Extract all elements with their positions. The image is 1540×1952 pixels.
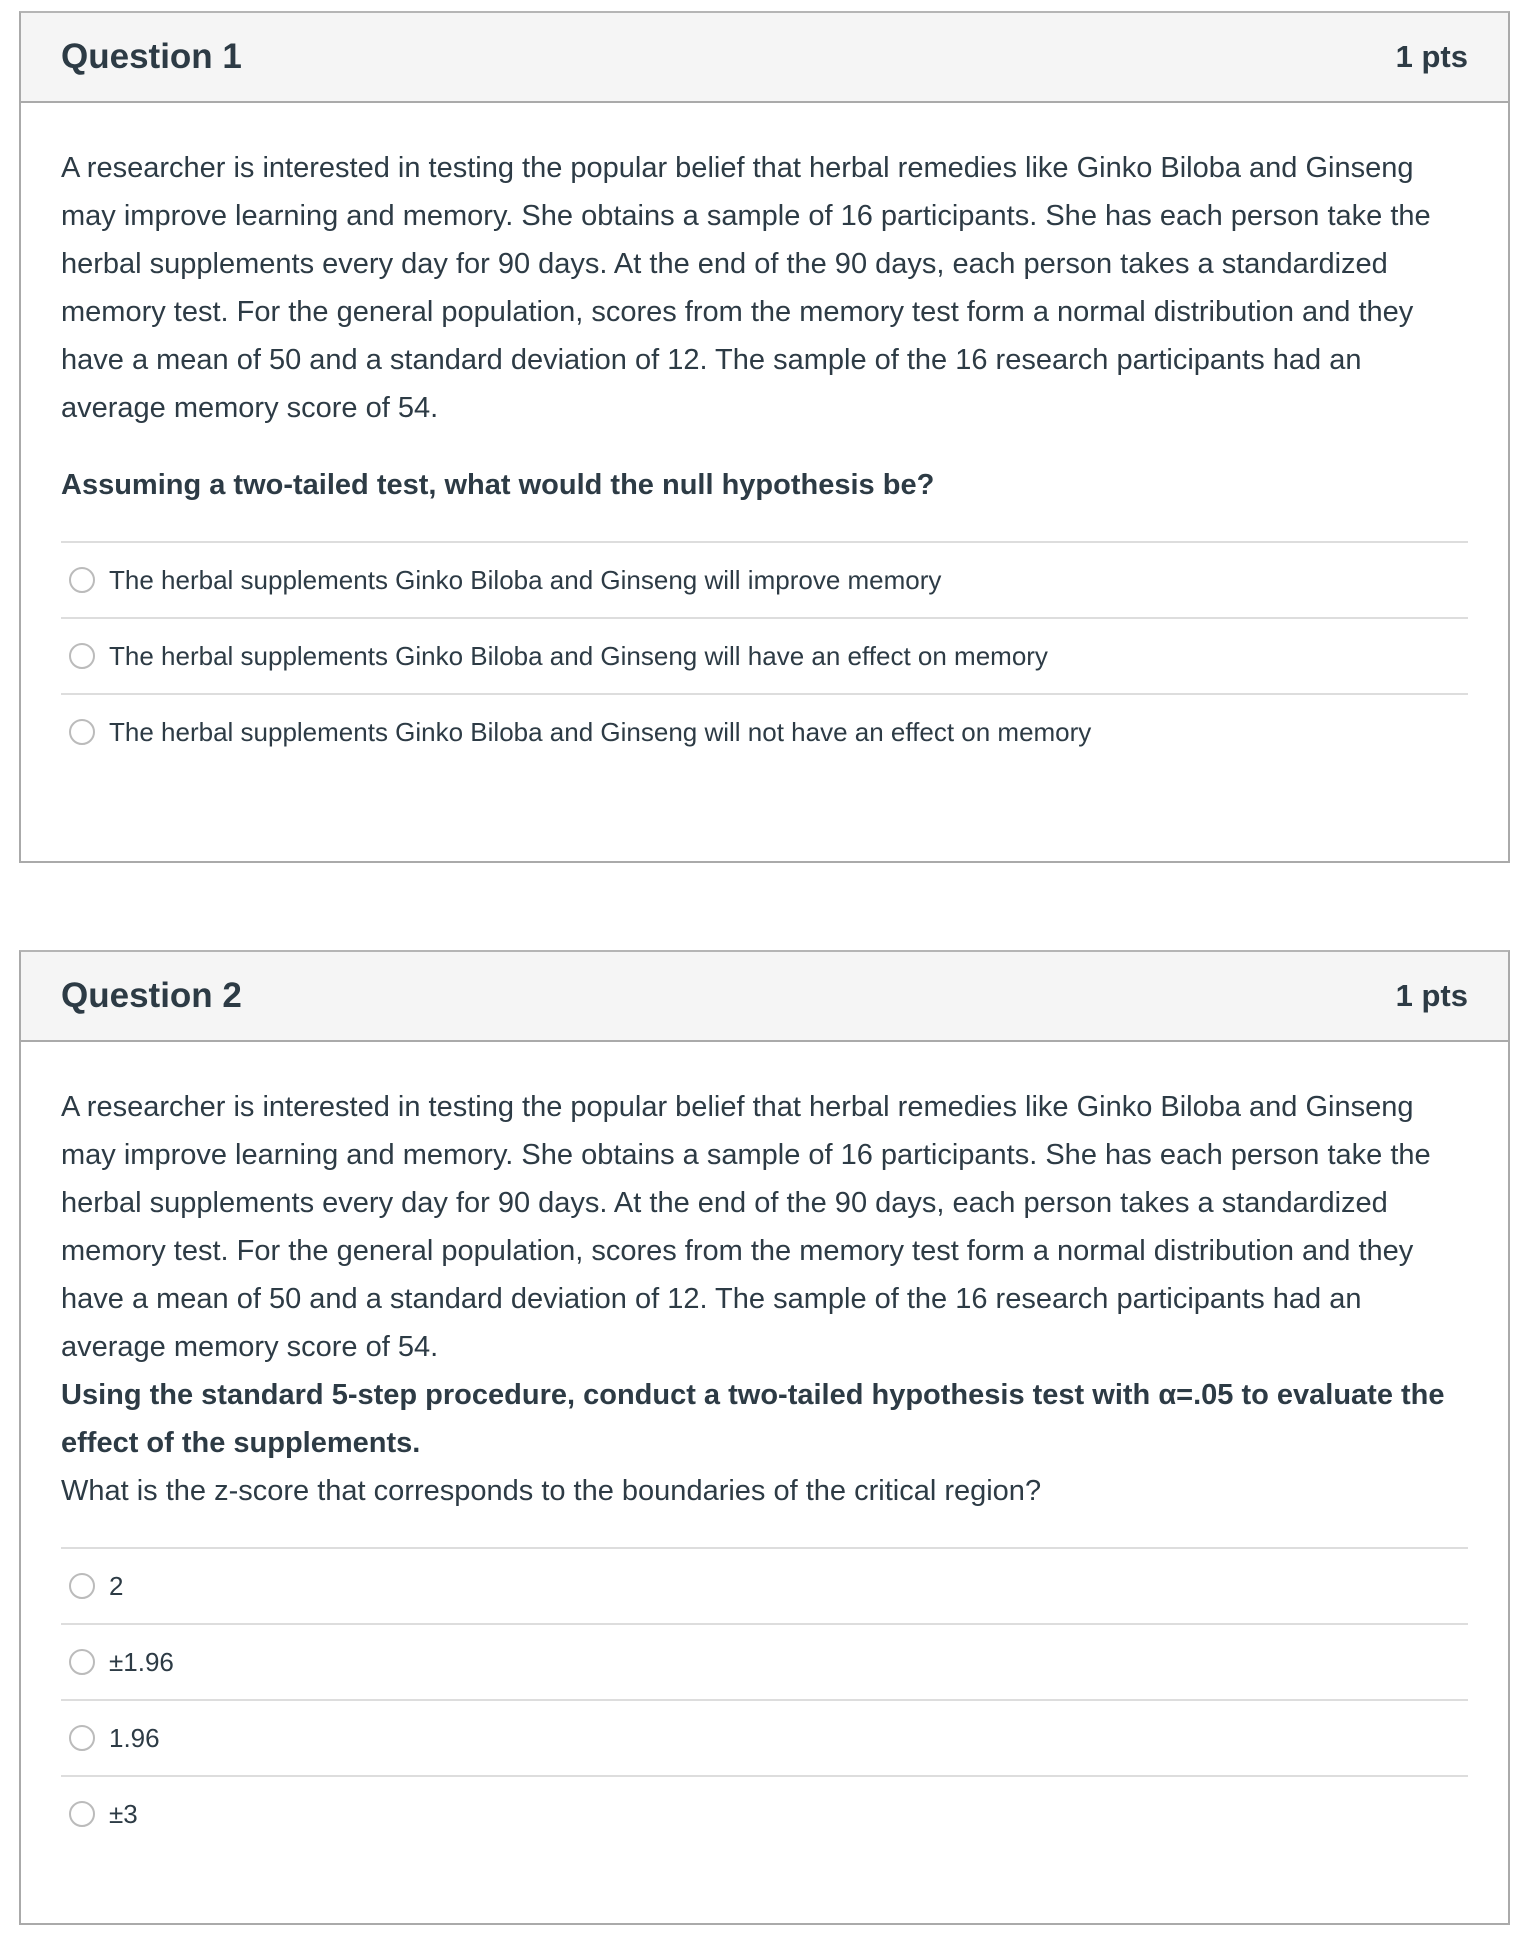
- question-title: Question 2: [61, 976, 242, 1015]
- question-header: [21, 13, 1508, 103]
- answer-option[interactable]: [61, 1777, 1468, 1851]
- answer-option[interactable]: [61, 695, 1468, 769]
- question-1: [19, 11, 1510, 863]
- answer-option[interactable]: [61, 1701, 1468, 1777]
- question-passage: A researcher is interested in testing the popular belief that herbal remedies like Ginko Biloba and Ginseng may improve learning and memory. She obtains a sample of 16 participants. She has each person take the herbal supplements every day for 90 days. At the end of the 90 days, each person takes a standardized memory test. For the general population, scores from the memory test form a normal distribution and they have a mean of 50 and a standard deviation of 12. The sample of the 16 research participants had an average memory score of 54.: [61, 152, 1431, 424]
- question-title: Question 1: [61, 37, 242, 76]
- question-header: [21, 952, 1508, 1042]
- answer-label: The herbal supplements Ginko Biloba and Ginseng will not have an effect on memory: [109, 716, 1092, 747]
- question-passage: A researcher is interested in testing the popular belief that herbal remedies like Ginko Biloba and Ginseng may improve learning and memory. She obtains a sample of 16 participants. She has each person take the herbal supplements every day for 90 days. At the end of the 90 days, each person takes a standardized memory test. For the general population, scores from the memory test form a normal distribution and they have a mean of 50 and a standard deviation of 12. The sample of the 16 research participants had an average memory score of 54.: [61, 1091, 1431, 1363]
- question-prompt: What is the z-score that corresponds to the boundaries of the critical region?: [61, 1475, 1042, 1507]
- question-points: 1 pts: [1395, 978, 1468, 1013]
- question-instruction: Using the standard 5-step procedure, conduct a two-tailed hypothesis test with α=.05 to evaluate the effect of the supplements.: [61, 1379, 1445, 1459]
- answer-option[interactable]: [61, 1625, 1468, 1701]
- radio-button[interactable]: [69, 1573, 95, 1599]
- radio-button[interactable]: [69, 1725, 95, 1751]
- radio-button[interactable]: [69, 1801, 95, 1827]
- question-points: 1 pts: [1395, 39, 1468, 74]
- answer-label: 2: [109, 1570, 124, 1601]
- question-2: [19, 950, 1510, 1925]
- answer-label: 1.96: [109, 1722, 160, 1753]
- answer-list: [61, 1547, 1468, 1851]
- answer-label: The herbal supplements Ginko Biloba and Ginseng will improve memory: [109, 564, 942, 595]
- answer-option[interactable]: [61, 543, 1468, 619]
- answer-option[interactable]: [61, 1549, 1468, 1625]
- answer-list: [61, 541, 1468, 769]
- radio-button[interactable]: [69, 643, 95, 669]
- radio-button[interactable]: [69, 719, 95, 745]
- answer-label: ±1.96: [109, 1646, 174, 1677]
- radio-button[interactable]: [69, 1649, 95, 1675]
- answer-option[interactable]: [61, 619, 1468, 695]
- question-prompt: Assuming a two-tailed test, what would the null hypothesis be?: [61, 469, 935, 501]
- radio-button[interactable]: [69, 567, 95, 593]
- answer-label: The herbal supplements Ginko Biloba and Ginseng will have an effect on memory: [109, 640, 1048, 671]
- answer-label: ±3: [109, 1798, 138, 1829]
